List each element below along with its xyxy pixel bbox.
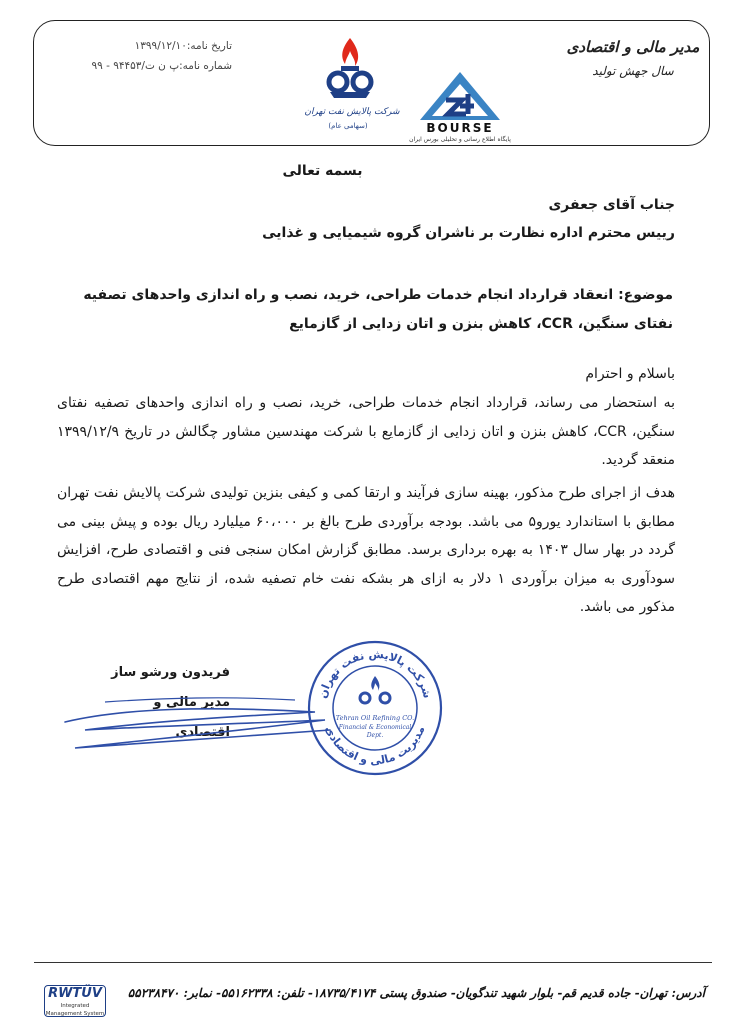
subject-line: موضوع: انعقاد قرارداد انجام خدمات طراحی، خرید، نصب و راه اندازی واحدهای تصفیه نفتای سنگین، CCR، کاهش بنزن و اتان زدایی از گازمایع (83, 287, 673, 332)
stamp-en-line1: Tehran Oil Refining CO. (335, 714, 415, 722)
signatory-name: فریدون ورشو ساز (111, 665, 230, 680)
addressee-name: جناب آقای جعفری (548, 197, 675, 213)
body-paragraph-2: هدف از اجرای طرح مذکور، بهینه سازی فرآیند و ارتقا کمی و کیفی بنزین تولیدی شرکت پالایش نفت تهران مطابق با استاندارد یورو۵ می باشد. بودجه برآوردی طرح بالغ بر ۶۰،۰۰۰ میلیارد ریال بوده و پیش بینی می گردد در بهار سال ۱۴۰۳ به بهره برداری برسد. مطابق گزارش امکان سنجی فنی و اقتصادی طرح، افزایش سودآوری به میزان برآوردی ۱ دلار به ازای هر بشکه نفت خام تصفیه شده، از نتایج مهم اقتصادی طرح مذکور می باشد. (57, 485, 675, 615)
slogan: سال جهش تولید (592, 64, 674, 78)
letter-number: شماره نامه:پ ن ت/۹۴۴۵۳ - ۹۹ (91, 60, 232, 72)
cert-logo-text: RWTÜV (48, 986, 102, 1001)
footer-divider (34, 962, 712, 963)
stamp-en-line2: Financial & Economical (338, 724, 412, 731)
letter-meta (52, 36, 232, 76)
stamp-top-text: شرکت پالایش نفت تهران (315, 647, 435, 700)
bourse-subtitle: پایگاه اطلاع رسانی و تحلیلی بورس ایران (409, 136, 511, 143)
body-paragraph-1: به استحضار می رساند، قرارداد انجام خدمات طراحی، خرید، نصب و راه اندازی واحدهای تصفیه نفتای سنگین، CCR، کاهش بنزن و اتان زدایی از گازمایع با شرکت مهندسین مشاور چگالش در تاریخ ۱۳۹۹/۱۲/۹ منعقد گردید. (57, 395, 675, 468)
department-title: مدیر مالی و اقتصادی (566, 38, 700, 56)
handwritten-signature (45, 690, 335, 760)
addressee-title: رییس محترم اداره نظارت بر ناشران گروه شیمیایی و غذایی (262, 225, 675, 241)
letter-date: تاریخ نامه:۱۳۹۹/۱۲/۱۰ (134, 40, 232, 52)
addressee (75, 191, 675, 247)
besme: بسمه تعالی (282, 163, 363, 179)
certification-logo (44, 985, 106, 1017)
cert-logo-sub: Integrated Management System (45, 1003, 105, 1017)
company-logo-text: شرکت پالایش نفت تهران (304, 107, 400, 117)
company-logo-icon (304, 36, 400, 136)
company-stamp (305, 640, 445, 776)
footer-address: آدرس: تهران- جاده قدیم قم- بلوار شهید تندگویان- صندوق پستی ۱۸۷۳۵/۴۱۷۴- تلفن: ۵۵۱۶۲۳۳۸- نمابر: ۵۵۲۳۸۴۷۰ (127, 986, 705, 1000)
salutation: باسلام و احترام (585, 366, 675, 382)
company-logo-sub: (سهامی عام) (328, 122, 368, 130)
signatory-title: مدیر مالی و اقتصادی (153, 695, 230, 740)
stamp-en-line3: Dept. (366, 732, 384, 739)
bourse-logo-text: BOURSE (426, 121, 494, 135)
stamp-bottom-text: مدیریت مالی و اقتصادی (322, 724, 428, 768)
department-block (553, 38, 713, 78)
